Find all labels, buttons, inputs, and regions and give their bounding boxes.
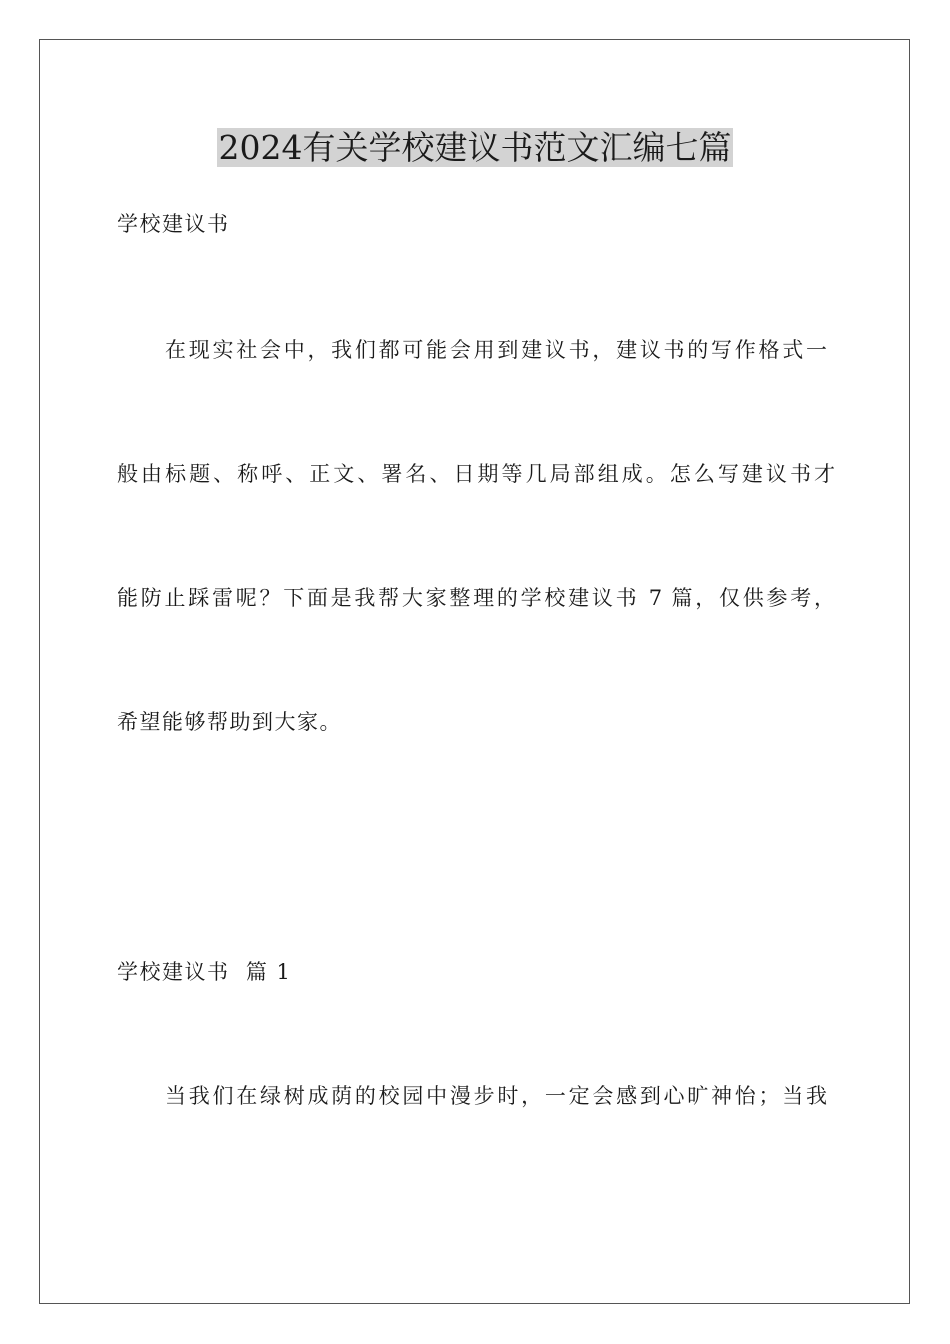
article-1-heading: 学校建议书 篇 1: [117, 960, 292, 984]
intro-paragraph-line-4: 希望能够帮助到大家。: [117, 710, 342, 734]
document-title: [0, 126, 950, 170]
article-1-paragraph-line-1: 当我们在绿树成荫的校园中漫步时，一定会感到心旷神怡；当我: [165, 1084, 827, 1108]
intro-paragraph-line-2: 般由标题、称呼、正文、署名、日期等几局部组成。怎么写建议书才: [117, 462, 835, 486]
section-heading: 学校建议书: [117, 212, 230, 236]
intro-paragraph-line-1: 在现实社会中，我们都可能会用到建议书，建议书的写作格式一: [165, 338, 827, 362]
intro-paragraph-line-3: 能防止踩雷呢？下面是我帮大家整理的学校建议书 7 篇，仅供参考，: [117, 586, 835, 610]
document-title-text: 2024有关学校建议书范文汇编七篇: [218, 128, 732, 167]
